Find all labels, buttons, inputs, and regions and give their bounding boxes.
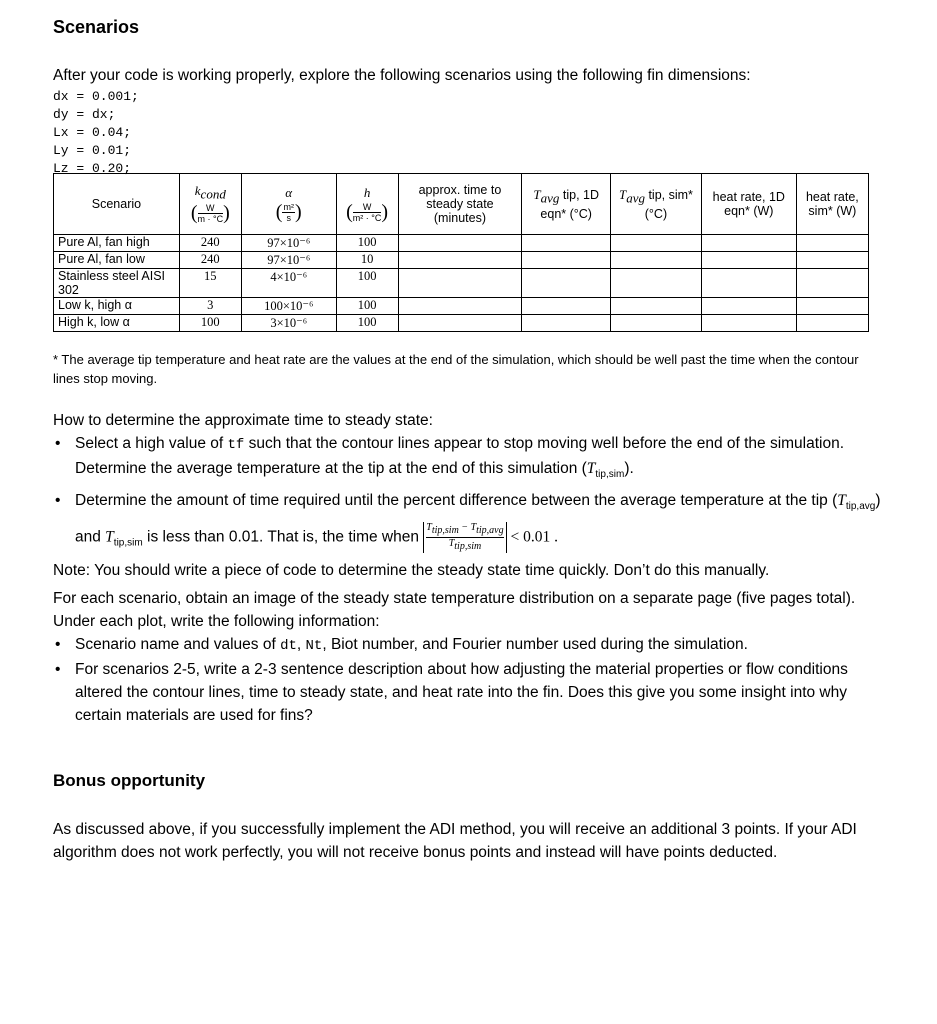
cell-heat-1d[interactable]: [701, 269, 796, 298]
cell-heat-sim[interactable]: [796, 298, 868, 315]
cell-h: 100: [336, 315, 398, 332]
header-h: h ( $\frac{W}{\text{m² · °C}}$ ): [336, 174, 398, 235]
cell-tavg-sim[interactable]: [611, 235, 702, 252]
cell-tavg-1d[interactable]: [522, 252, 611, 269]
cell-tavg-1d[interactable]: [522, 315, 611, 332]
table-row: [54, 235, 869, 252]
cell-h: 100: [336, 269, 398, 298]
cell-k: 240: [179, 235, 241, 252]
cell-heat-sim[interactable]: [796, 252, 868, 269]
cell-time[interactable]: [398, 235, 522, 252]
convergence-formula: $T_{tip,sim} - T_{tip,avg}$ $T_{tip,sim}$: [423, 522, 506, 553]
cell-tavg-sim[interactable]: [611, 315, 702, 332]
table-row: [54, 252, 869, 269]
cell-alpha: 97×10⁻⁶: [241, 252, 336, 269]
cell-heat-1d[interactable]: [701, 298, 796, 315]
bonus-text: As discussed above, if you successfully implement the ADI method, you will receive an additional 3 points. If your ADI algorithm does not work perfectly, you will not receive bonus points and instead will have points deducted.: [53, 821, 857, 861]
code-line: dx = 0.001;: [53, 89, 139, 104]
header-kcond: $k_{cond}$ ( $\frac{W}{m \cdot ^\circ C}$ ): [179, 174, 241, 235]
header-heat-sim: heat rate, sim* (W): [796, 174, 868, 235]
cell-time[interactable]: [398, 298, 522, 315]
cell-heat-1d[interactable]: [701, 252, 796, 269]
cell-time[interactable]: [398, 252, 522, 269]
page-title: Scenarios: [53, 17, 140, 37]
cell-tavg-sim[interactable]: [611, 298, 702, 315]
cell-scenario: High k, low α: [54, 315, 180, 332]
cell-h: 100: [336, 235, 398, 252]
cell-scenario: Stainless steel AISI 302: [54, 269, 180, 298]
header-time: approx. time to steady state (minutes): [398, 174, 522, 235]
list-item: • Determine the amount of time required until the percent difference between the average temperature at the tip $(T_{tip,avg})$ and $T_{tip,sim}$ is less than 0.01. That is, the time when $T_{tip,sim} - T_{tip,avg}$ $T_{tip,sim} < 0.01$ .: [53, 486, 893, 559]
cell-scenario: Low k, high α: [54, 298, 180, 315]
intro-text: After your code is working properly, explore the following scenarios using the following fin dimensions:: [53, 67, 751, 84]
cell-heat-1d[interactable]: [701, 315, 796, 332]
steady-state-note: Note: You should write a piece of code to determine the steady state time quickly. Don’t do this manually.: [53, 561, 770, 579]
steady-state-heading: How to determine the approximate time to steady state:: [53, 412, 433, 429]
cell-tavg-1d[interactable]: [522, 298, 611, 315]
cell-k: 100: [179, 315, 241, 332]
header-scenario: Scenario: [54, 174, 180, 235]
cell-h: 10: [336, 252, 398, 269]
table-row: [54, 269, 869, 298]
steady-state-section: [53, 409, 893, 582]
cell-k: 15: [179, 269, 241, 298]
cell-scenario: Pure Al, fan high: [54, 235, 180, 252]
table-row: [54, 298, 869, 315]
bonus-heading: Bonus opportunity: [53, 771, 206, 790]
scenario-table: [53, 173, 869, 332]
cell-alpha: 100×10⁻⁶: [241, 298, 336, 315]
code-line: Lx = 0.04;: [53, 125, 132, 140]
cell-tavg-1d[interactable]: [522, 269, 611, 298]
cell-alpha: 3×10⁻⁶: [241, 315, 336, 332]
code-line: Ly = 0.01;: [53, 143, 132, 158]
plots-section: [53, 587, 893, 727]
header-tavg-sim: $T_{avg}$ tip, sim* (°C): [611, 174, 702, 235]
cell-scenario: Pure Al, fan low: [54, 252, 180, 269]
cell-heat-sim[interactable]: [796, 315, 868, 332]
cell-alpha: 97×10⁻⁶: [241, 235, 336, 252]
header-tavg-1d: $T_{avg}$ tip, 1D eqn* (°C): [522, 174, 611, 235]
header-heat-1d: heat rate, 1D eqn* (W): [701, 174, 796, 235]
cell-tavg-sim[interactable]: [611, 252, 702, 269]
cell-k: 3: [179, 298, 241, 315]
list-item: • For scenarios 2-5, write a 2-3 sentence description about how adjusting the material properties or flow conditions altered the contour lines, time to steady state, and heat rate into the fin. Does this give you some insight into why certain materials are used for fins?: [53, 658, 893, 727]
table-row: [54, 315, 869, 332]
steady-state-list: [53, 432, 893, 559]
table-header-row: [54, 174, 869, 235]
cell-k: 240: [179, 252, 241, 269]
list-item: • Select a high value of tf such that the contour lines appear to stop moving well before the end of the simulation. Determine the average temperature at the tip at the end of this simulation $(T_{tip,sim})$.: [53, 432, 893, 486]
cell-tavg-1d[interactable]: [522, 235, 611, 252]
header-alpha: α ( $\frac{\text{m²}}{s}$ ): [241, 174, 336, 235]
cell-time[interactable]: [398, 315, 522, 332]
code-tf: tf: [227, 437, 245, 453]
code-line: Lz = 0.20;: [53, 161, 132, 176]
cell-alpha: 4×10⁻⁶: [241, 269, 336, 298]
table-footnote: * The average tip temperature and heat rate are the values at the end of the simulation, which should be well past the time when the contour lines stop moving.: [53, 352, 859, 386]
list-item: • Scenario name and values of dt, Nt, Biot number, and Fourier number used during the simulation.: [53, 633, 893, 658]
cell-tavg-sim[interactable]: [611, 269, 702, 298]
code-line: dy = dx;: [53, 107, 116, 122]
plots-paragraph: For each scenario, obtain an image of the steady state temperature distribution on a separate page (five pages total). Under each plot, write the following information:: [53, 590, 856, 630]
plots-list: [53, 633, 893, 727]
cell-h: 100: [336, 298, 398, 315]
cell-heat-sim[interactable]: [796, 269, 868, 298]
cell-time[interactable]: [398, 269, 522, 298]
cell-heat-sim[interactable]: [796, 235, 868, 252]
cell-heat-1d[interactable]: [701, 235, 796, 252]
